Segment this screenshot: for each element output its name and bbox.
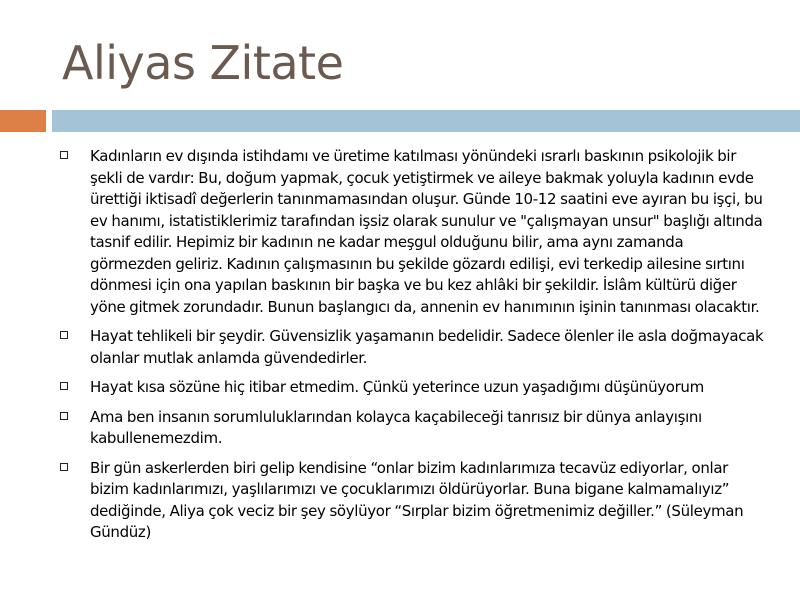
hollow-square-icon	[60, 151, 68, 159]
bullet-text: Bir gün askerlerden biri gelip kendisine “onlar bizim kadınlarımıza tecavüz ediyorlar, onlar bizim kadınlarımızı, yaşlılarımızı ve çocuklarımızı öldürüyorlar. Buna bigane kalmamalıyız” dediğinde, Aliya çok veciz bir şey söylüyor “Sırplar bizim öğretmenimiz değiller.” (Süleyman Gündüz)	[90, 458, 744, 541]
hollow-square-icon	[60, 331, 68, 339]
bullet-text: Hayat kısa sözüne hiç itibar etmedim. Çünkü yeterince uzun yaşadığımı düşünüyorum	[90, 378, 704, 396]
bullet-text: Kadınların ev dışında istihdamı ve üretime katılması yönündeki ısrarlı baskının psikolojik bir şekli de vardır: Bu, doğum yapmak, çocuk yetiştirmek ve aileye bakmak yoluyla kadının evde ürettiği iktisadî değerlerin tanınmamasından oluşur. Günde 10-12 saatini eve ayıran bu işçi, bu ev hanımı, istatistiklerimiz tarafından işsiz olarak sunulur ve "çalışmayan unsur" başlığı altında tasnif edilir. Hepimiz bir kadının ne kadar meşgul olduğunu bilir, ama aynı zamanda görmezden geliriz. Kadının çalışmasının bu şekilde gözardı edilişi, evi terkedip ailesine sırtını dönmesi için ona yapılan baskının bir başka ve bu kez ahlâki bir şekildir. İslâm kültürü diğer yöne gitmek zorundadır. Bunun başlangıcı da, annenin ev hanımının işinin tanınması olacaktır.	[90, 147, 763, 316]
hollow-square-icon	[60, 463, 68, 471]
hollow-square-icon	[60, 382, 68, 390]
divider-band	[52, 110, 800, 132]
hollow-square-icon	[60, 412, 68, 420]
bullet-list	[60, 146, 765, 552]
slide-title: Aliyas Zitate	[62, 36, 344, 90]
bullet-item	[60, 377, 765, 399]
bullet-item	[60, 146, 765, 318]
bullet-text: Hayat tehlikeli bir şeydir. Güvensizlik yaşamanın bedelidir. Sadece ölenler ile asla doğmayacak olanlar mutlak anlamda güvendedirler.	[90, 327, 764, 367]
bullet-item	[60, 326, 765, 369]
bullet-item	[60, 407, 765, 450]
bullet-item	[60, 458, 765, 544]
divider-accent-block	[0, 110, 46, 132]
title-divider	[0, 110, 800, 132]
bullet-text: Ama ben insanın sorumluluklarından kolayca kaçabileceği tanrısız bir dünya anlayışını kabullenemezdim.	[90, 407, 702, 447]
